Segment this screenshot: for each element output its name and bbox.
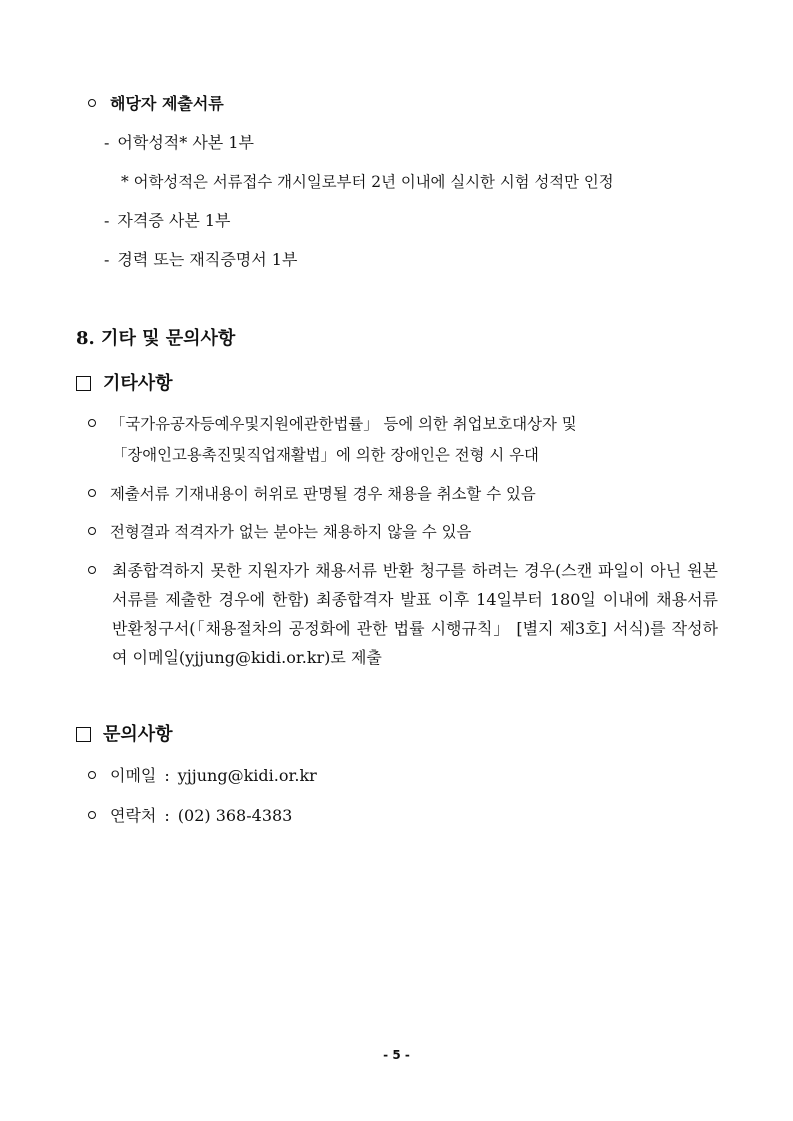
list-item: 「국가유공자등예우및지원에관한법률」 등에 의한 취업보호대상자 및 xyxy=(88,413,577,435)
contact-email: 이메일 : yjjung@kidi.or.kr xyxy=(88,765,317,787)
misc-heading: 기타사항 xyxy=(76,372,173,396)
dash-bullet-icon: - xyxy=(104,133,110,152)
list-item-continuation: 「장애인고용촉진및직업재활법」에 의한 장애인은 전형 시 우대 xyxy=(112,446,539,464)
circle-bullet-icon-wrap xyxy=(88,560,110,582)
dash-bullet-icon: - xyxy=(104,250,110,269)
dash-bullet-icon: - xyxy=(104,211,110,230)
list-item: 제출서류 기재내용이 허위로 판명될 경우 채용을 취소할 수 있음 xyxy=(88,483,536,505)
submission-docs-heading: 해당자 제출서류 xyxy=(88,93,224,115)
page-number: - 5 - xyxy=(383,1048,410,1062)
circle-bullet-icon xyxy=(88,811,96,819)
circle-bullet-icon xyxy=(88,99,96,107)
submission-docs-item: - 어학성적* 사본 1부 xyxy=(104,133,254,152)
list-item-paragraph: 최종합격하지 못한 지원자가 채용서류 반환 청구를 하려는 경우(스캔 파일이 아닌 원본서류를 제출한 경우에 한함) 최종합격자 발표 이후 14일부터 180일 이내에 채용서류 반환청구서(「채용절차의 공정화에 관한 법률 시행규칙」 [별지 제3호] 서식)를 작성하여 이메일(yjjung@kidi.or.kr)로 제출 xyxy=(112,561,718,667)
checkbox-square-icon xyxy=(76,376,91,391)
circle-bullet-icon xyxy=(88,527,96,535)
circle-bullet-icon xyxy=(88,566,96,574)
circle-bullet-icon xyxy=(88,489,96,497)
submission-docs-item: - 자격증 사본 1부 xyxy=(104,211,231,230)
email-link[interactable]: yjjung@kidi.or.kr xyxy=(177,766,317,785)
contact-phone: 연락처 : (02) 368-4383 xyxy=(88,805,292,827)
submission-docs-note: * 어학성적은 서류접수 개시일로부터 2년 이내에 실시한 시험 성적만 인정 xyxy=(121,173,614,191)
circle-bullet-icon xyxy=(88,419,96,427)
section-title: 8. 기타 및 문의사항 xyxy=(76,328,236,349)
submission-docs-item: - 경력 또는 재직증명서 1부 xyxy=(104,250,298,269)
inquiry-heading: 문의사항 xyxy=(76,723,173,747)
list-item: 전형결과 적격자가 없는 분야는 채용하지 않을 수 있음 xyxy=(88,521,471,543)
checkbox-square-icon xyxy=(76,727,91,742)
circle-bullet-icon xyxy=(88,771,96,779)
